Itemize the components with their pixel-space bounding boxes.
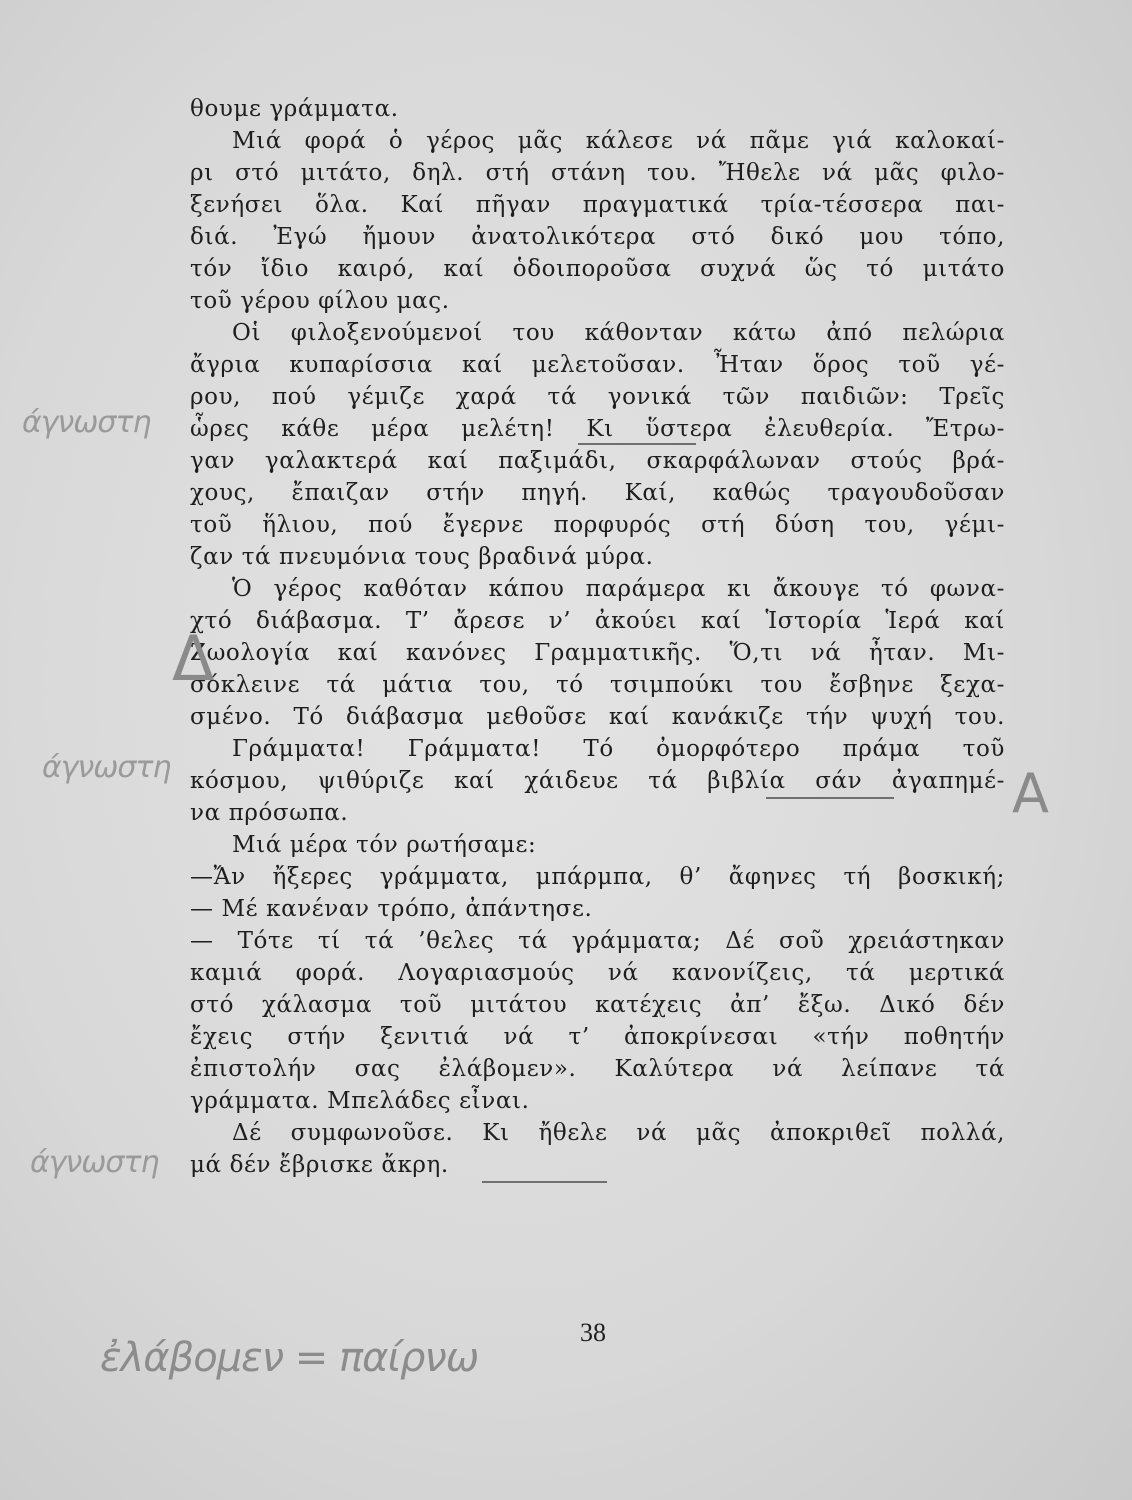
- text-line: ζαν τά πνευμόνια τους βραδινά μύρα.: [190, 544, 654, 570]
- margin-pencil-mark: Δ: [172, 622, 215, 695]
- text-line: — Μέ κανέναν τρόπο, ἀπάντησε.: [190, 896, 593, 922]
- pencil-underline: [766, 797, 894, 799]
- text-line: τοῦ γέρου φίλου μας.: [190, 288, 450, 314]
- text-line: ρου, πού γέμιζε χαρά τά γονικά τῶν παιδιῶν: Τρεῖς: [190, 384, 1005, 410]
- text-line: σμένο. Τό διάβασμα μεθοῦσε καί κανάκιζε τήν ψυχή του.: [190, 704, 1005, 730]
- text-line: —Ἄν ἤξερες γράμματα, μπάρμπα, θ’ ἄφηνες τή βοσκική;: [190, 864, 1005, 890]
- text-line: Οἱ φιλοξενούμενοί του κάθονταν κάτω ἀπό πελώρια: [232, 320, 1005, 346]
- page-number: 38: [580, 1318, 606, 1347]
- text-line: γαν γαλακτερά καί παξιμάδι, σκαρφάλωναν στούς βρά-: [190, 448, 1005, 474]
- text-line: ρι στό μιτάτο, δηλ. στή στάνη του. Ἤθελε νά μᾶς φιλο-: [190, 160, 1005, 186]
- margin-handwritten-note: άγνωστη: [22, 405, 151, 440]
- text-line: ἐπιστολήν σας ἐλάβομεν». Καλύτερα νά λείπανε τά: [190, 1056, 1005, 1082]
- margin-handwritten-note: άγνωστη: [30, 1145, 159, 1180]
- text-line: Μιά μέρα τόν ρωτήσαμε:: [232, 832, 537, 858]
- text-line: να πρόσωπα.: [190, 800, 349, 826]
- text-line: χους, ἔπαιζαν στήν πηγή. Καί, καθώς τραγουδοῦσαν: [190, 480, 1005, 506]
- text-line: χτό διάβασμα. Τ’ ἄρεσε ν’ ἀκούει καί Ἱστορία Ἱερά καί: [190, 608, 1005, 634]
- text-line: Γράμματα! Γράμματα! Τό ὀμορφότερο πράμα τοῦ: [232, 736, 1005, 762]
- text-line: κόσμου, ψιθύριζε καί χάιδευε τά βιβλία σάν ἀγαπημέ-: [190, 768, 1005, 794]
- pencil-underline: [578, 443, 696, 445]
- text-line: στό χάλασμα τοῦ μιτάτου κατέχεις ἀπ’ ἔξω. Δικό δέν: [190, 992, 1005, 1018]
- text-line: ἄγρια κυπαρίσσια καί μελετοῦσαν. Ἦταν ὅρος τοῦ γέ-: [190, 352, 1005, 378]
- text-line: — Τότε τί τά ’θελες τά γράμματα; Δέ σοῦ χρειάστηκαν: [190, 928, 1005, 954]
- text-line: γράμματα. Μπελάδες εἶναι.: [190, 1088, 530, 1114]
- text-line: ἔχεις στήν ξενιτιά νά τ’ ἀποκρίνεσαι «τήν ποθητήν: [190, 1024, 1005, 1050]
- text-line: θουμε γράμματα.: [190, 96, 399, 122]
- text-line: διά. Ἐγώ ἤμουν ἀνατολικότερα στό δικό μου τόπο,: [190, 224, 1005, 250]
- text-line: τοῦ ἥλιου, πού ἔγερνε πορφυρός στή δύση του, γέμι-: [190, 512, 1005, 538]
- text-line: Ζωολογία καί κανόνες Γραμματικῆς. Ὅ,τι νά ἦταν. Μι-: [190, 640, 1005, 666]
- text-line: ὧρες κάθε μέρα μελέτη! Κι ὕστερα ἐλευθερία. Ἔτρω-: [190, 416, 1005, 442]
- margin-pencil-mark: Α: [1012, 762, 1049, 825]
- text-line: Δέ συμφωνοῦσε. Κι ἤθελε νά μᾶς ἀποκριθεῖ πολλά,: [232, 1120, 1005, 1146]
- text-line: ξενήσει ὅλα. Καί πῆγαν πραγματικά τρία-τέσσερα παι-: [190, 192, 1005, 218]
- text-line: τόν ἴδιο καιρό, καί ὁδοιποροῦσα συχνά ὥς τό μιτάτο: [190, 256, 1005, 282]
- bottom-handwritten-note: ἐλάβομεν = παίρνω: [100, 1335, 479, 1381]
- text-line: Μιά φορά ὁ γέρος μᾶς κάλεσε νά πᾶμε γιά καλοκαί-: [232, 128, 1005, 154]
- text-line: καμιά φορά. Λογαριασμούς νά κανονίζεις, τά μερτικά: [190, 960, 1005, 986]
- pencil-underline: [482, 1181, 607, 1183]
- body-text: [190, 93, 1005, 1181]
- text-line: σόκλεινε τά μάτια του, τό τσιμπούκι του ἔσβηνε ξεχα-: [190, 672, 1005, 698]
- text-line: Ὁ γέρος καθόταν κάπου παράμερα κι ἄκουγε τό φωνα-: [232, 576, 1005, 602]
- margin-handwritten-note: άγνωστη: [42, 750, 171, 785]
- text-line: μά δέν ἔβρισκε ἄκρη.: [190, 1152, 449, 1178]
